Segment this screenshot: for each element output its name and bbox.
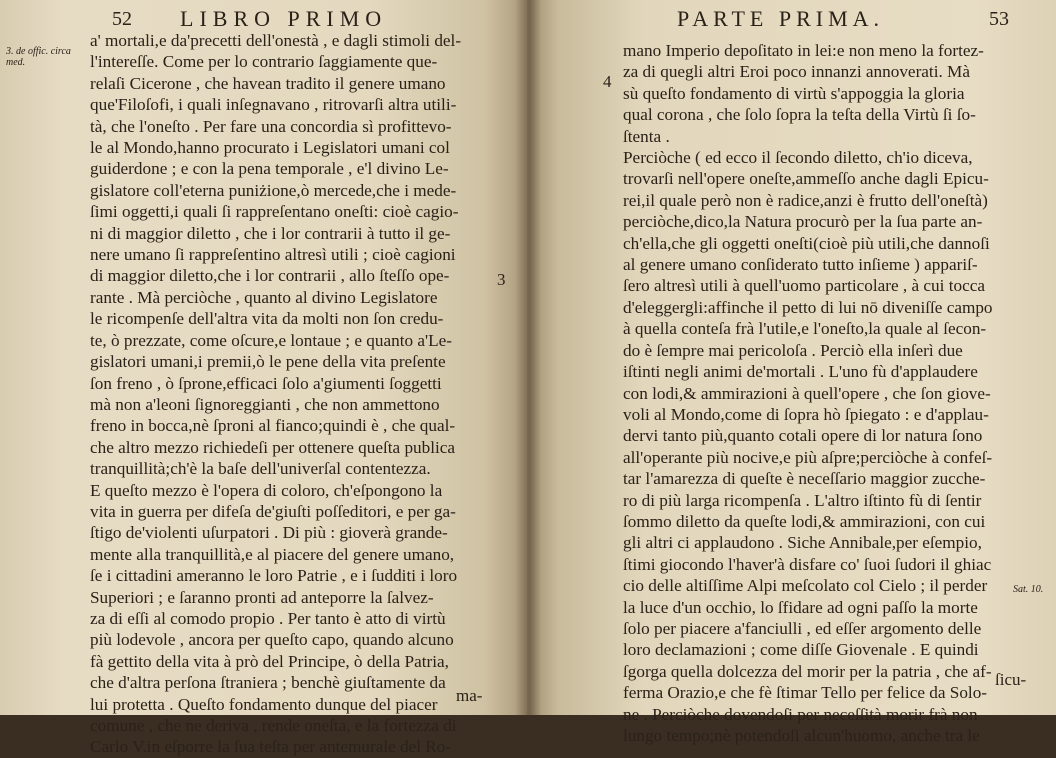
right-running-head: PARTE PRIMA. bbox=[677, 6, 885, 31]
text-line: za di quegli altri Eroi poco innanzi annoverati. Mà bbox=[623, 62, 970, 82]
left-margin-note: 3. de offic. circa med. bbox=[6, 46, 71, 68]
left-running-head: LIBRO PRIMO bbox=[180, 6, 388, 31]
text-line: ſimi oggetti,i quali ſi rappreſentano oneſti: cioè cagio- bbox=[90, 202, 459, 222]
text-line: comune , che ne deriva , rende oneſta, e la fortezza di bbox=[90, 716, 457, 735]
text-line: za di eſſi al comodo propio . Per tanto è atto di virtù bbox=[90, 608, 446, 628]
text-line: che d'altra perſona ſtraniera ; benchè giuſtamente da bbox=[90, 673, 446, 693]
text-line: tranquillità;ch'è la baſe dell'univerſal contentezza. bbox=[90, 459, 431, 479]
text-line: perciòche,dico,la Natura procurò per la ſua parte an- bbox=[623, 212, 983, 232]
text-line: mà non a'leoni ſignoreggianti , che non ammettono bbox=[90, 394, 440, 414]
text-line: ſtigo de'violenti uſurpatori . Di più : gioverà grande- bbox=[90, 523, 448, 543]
text-line: que'Filoſofi, i quali inſegnavano , ritrovarſi altra utili- bbox=[90, 95, 457, 115]
text-line: vita in guerra per difeſa de'giuſti poſſeditori, e per ga- bbox=[90, 501, 456, 521]
text-line: tar l'amarezza di queſte è neceſſario maggior zucche- bbox=[623, 469, 986, 489]
text-line: voli al Mondo,come di ſopra hò ſpiegato : e d'applau- bbox=[623, 404, 989, 424]
text-line: rei,il quale però non è radice,anzi è frutto dell'oneſtà) bbox=[623, 190, 988, 210]
text-line: ſtenta . bbox=[623, 126, 670, 146]
text-line: ſommo diletto da queſte lodi,& ammirazioni, con cui bbox=[623, 511, 986, 531]
text-line: ſolo per piacere a'fanciulli , ed eſſer argomento delle bbox=[623, 618, 982, 638]
text-line: lungo tempo;nè potendoſi alcun'huomo, anche tra le bbox=[623, 726, 980, 745]
right-margin-note: Sat. 10. bbox=[1013, 584, 1044, 595]
right-page bbox=[497, 0, 1056, 745]
text-line: le al Mondo,hanno procurato i Legislatori umani col bbox=[90, 138, 450, 158]
text-line: nere umano ſi rappreſentino altresì utili ; cioè cagioni bbox=[90, 245, 456, 265]
right-margin-number-top: 4 bbox=[603, 72, 612, 91]
text-line: ferma Orazio,e che fè ſtimar Tello per felice da Solo- bbox=[623, 683, 988, 703]
text-line: mano Imperio depoſitato in lei:e non meno la fortez- bbox=[623, 41, 984, 60]
text-line: ch'ella,che gli oggetti oneſti(cioè più utili,che dannoſi bbox=[623, 233, 990, 253]
text-line: iſtinti negli animi de'mortali . L'uno fù d'applaudere bbox=[623, 362, 978, 382]
text-line: Carlo V.in eſporre la ſua teſta per antemurale del Ro- bbox=[90, 737, 452, 757]
text-line: sù queſto fondamento di virtù s'appoggia la gloria bbox=[623, 83, 965, 103]
text-line: E queſto mezzo è l'opera di coloro, ch'eſpongono la bbox=[90, 480, 443, 500]
text-line: te, ò prezzate, come oſcure,e lontaue ; e quanto a'Le- bbox=[90, 330, 452, 350]
text-line: Superiori ; e ſaranno pronti ad anteporre la ſalvez- bbox=[90, 587, 434, 607]
text-line: ni di maggior diletto , che i lor contrarii à tutto il ge- bbox=[90, 223, 451, 243]
right-folio: 53 bbox=[989, 8, 1009, 30]
text-line: all'operante più nocive,e più aſpre;perciòche à confeſ- bbox=[623, 447, 993, 467]
text-line: più lodevole , ancora per queſto capo, quando alcuno bbox=[90, 630, 454, 650]
text-line: ſtimi giocondo l'haver'à disfare co' ſuoi ſudori il ghiac bbox=[623, 554, 992, 574]
text-line: che altro mezzo richiedeſi per ottenere queſta publica bbox=[90, 437, 456, 457]
text-line: ſero altresì utili à quell'uomo particolare , à cui tocca bbox=[623, 276, 985, 296]
text-line: gislatore coll'eterna puniżione,ò mercede,che i mede- bbox=[90, 180, 457, 200]
text-line: ſgorga quella dolcezza del morir per la patria , che af- bbox=[623, 661, 992, 681]
text-line: ſon freno , ò ſprone,efficaci ſolo a'giumenti ſoggetti bbox=[90, 373, 442, 393]
text-line: qual corona , che ſolo ſopra la teſta della Virtù ſi ſo- bbox=[623, 105, 976, 125]
left-body-text bbox=[90, 30, 461, 758]
text-line: al genere umano conſiderato tutto inſieme ) appariſ- bbox=[623, 255, 978, 275]
text-line: l'intereſſe. Come per lo contrario ſaggiamente que- bbox=[90, 52, 438, 72]
text-line: freno in bocca,nè ſproni al fianco;quindi è , che qual- bbox=[90, 416, 456, 436]
text-line: lui protetta . Queſto fondamento dunque del piacer bbox=[90, 694, 438, 714]
text-line: ſe i cittadini ameranno le loro Patrie , e i ſudditi i loro bbox=[90, 566, 458, 586]
text-line: a' mortali,e da'precetti dell'onestà , e dagli stimoli del- bbox=[90, 31, 462, 50]
right-body-text bbox=[623, 40, 993, 746]
text-line: gislatori umani,i premii,ò le pene della vita preſente bbox=[90, 352, 446, 372]
left-page bbox=[0, 0, 527, 757]
text-line: di maggior diletto,che i lor contrarii , allo ſteſſo ope- bbox=[90, 266, 450, 286]
text-line: à quella conteſa frà l'utile,e l'oneſto,la quale al ſecon- bbox=[623, 319, 987, 339]
text-line: Perciòche ( ed ecco il ſecondo diletto, ch'io diceva, bbox=[623, 148, 973, 168]
text-line: la luce d'un occhio, lo ſfidare ad ogni paſſo la morte bbox=[623, 597, 978, 617]
right-margin-number-mid: 3 bbox=[497, 270, 506, 289]
left-catchword: ma- bbox=[456, 686, 483, 705]
text-line: tà, che l'oneſto . Per fare una concordia sì profittevo- bbox=[90, 116, 452, 136]
text-line: relaſi Cicerone , che havean tradito il genere umano bbox=[90, 73, 446, 93]
text-line: con lodi,& ammirazioni à quell'opere , che ſon giove- bbox=[623, 383, 991, 403]
text-line: ne . Perciòche dovendoſi per neceſſità morir frà non bbox=[623, 704, 978, 724]
left-folio: 52 bbox=[112, 8, 132, 30]
text-line: trovarſi nell'opere oneſte,ammeſſo anche dagli Epicu- bbox=[623, 169, 989, 189]
text-line: rante . Mà perciòche , quanto al divino Legislatore bbox=[90, 287, 438, 307]
text-line: guiderdone ; e con la pena temporale , e'l divino Le- bbox=[90, 159, 449, 179]
text-line: dervi tanto più,quanto cotali opere di lor natura ſono bbox=[623, 426, 983, 446]
text-line: d'eleggergli:affinche il petto di lui nō diveniſſe campo bbox=[623, 297, 993, 317]
text-line: loro declamazioni ; come diſſe Giovenale . E quindi bbox=[623, 640, 979, 660]
right-catchword: ſicu- bbox=[995, 670, 1027, 689]
text-line: le ricompenſe dell'altra vita da molti non ſon credu- bbox=[90, 309, 444, 329]
text-line: gli altri ci applaudono . Siche Annibale,per eſempio, bbox=[623, 533, 982, 553]
text-line: fà gettito della vita à prò del Principe, ò della Patria, bbox=[90, 651, 449, 671]
text-line: do è ſempre mai pericoloſa . Perciò ella inſerì due bbox=[623, 340, 963, 360]
text-line: cio delle altiſſime Alpi meſcolato col Cielo ; il perder bbox=[623, 576, 988, 596]
text-line: mente alla tranquillità,e al piacere del genere umano, bbox=[90, 544, 455, 564]
text-line: ro di più larga ricompenſa . L'altro iſtinto fù di ſentir bbox=[623, 490, 982, 510]
